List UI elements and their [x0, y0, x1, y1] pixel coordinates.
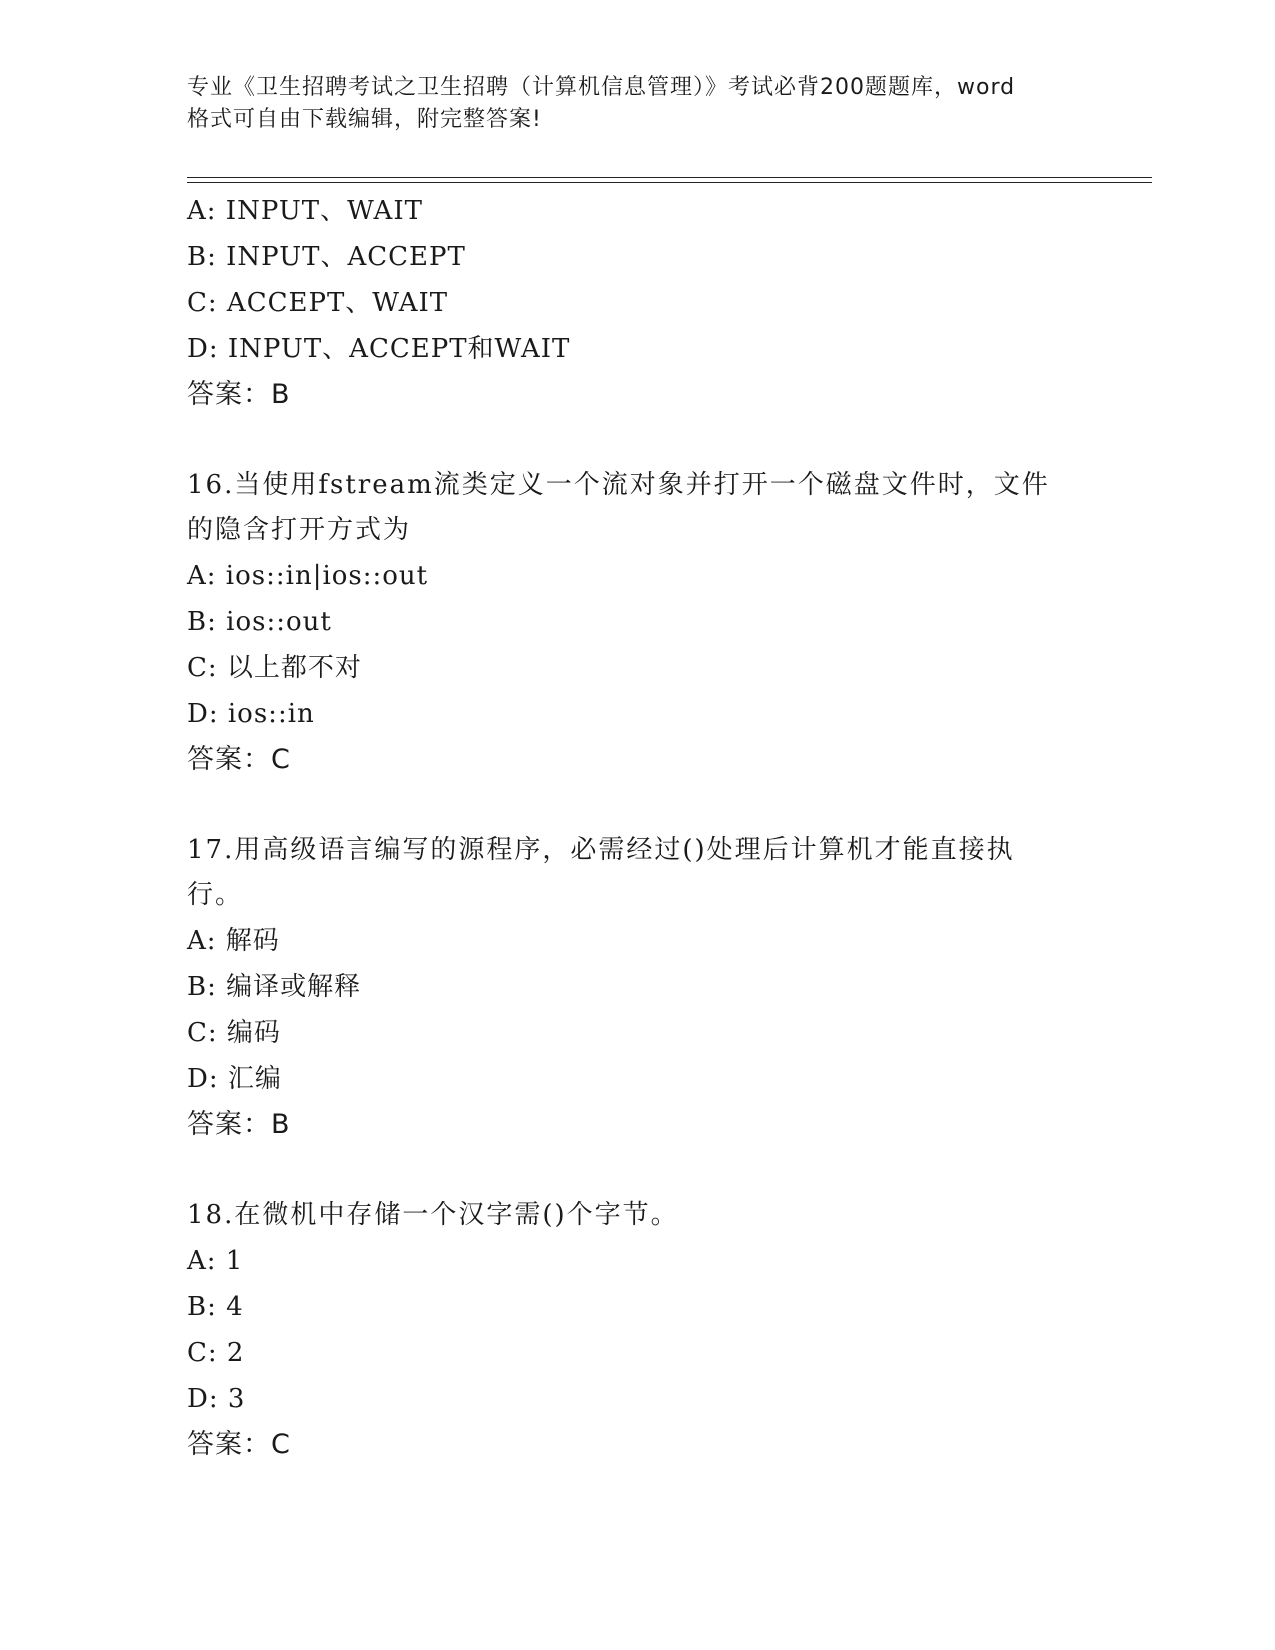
option-c: C: ACCEPT、WAIT	[187, 288, 449, 318]
answer-label: 答案：C	[187, 1429, 291, 1460]
option-c: C: 以上都不对	[187, 653, 362, 683]
answer-label: 答案：B	[187, 379, 291, 410]
option-d: D: ios::in	[187, 699, 315, 729]
option-c: C: 编码	[187, 1018, 281, 1048]
option-d: D: INPUT、ACCEPT和WAIT	[187, 334, 571, 364]
option-c: C: 2	[187, 1338, 245, 1368]
option-a: A: 解码	[187, 926, 280, 956]
question-18-block	[187, 1193, 1087, 1468]
header-divider-top	[187, 177, 1152, 178]
question-text: 16.当使用fstream流类定义一个流对象并打开一个磁盘文件时，文件的隐含打开方式为	[187, 470, 1050, 545]
header-divider-bottom	[187, 182, 1152, 183]
option-d: D: 汇编	[187, 1064, 282, 1094]
answer-label: 答案：C	[187, 744, 291, 775]
document-header	[187, 72, 1087, 136]
question-text: 17.用高级语言编写的源程序，必需经过()处理后计算机才能直接执行。	[187, 835, 1015, 910]
header-line-2: 格式可自由下载编辑，附完整答案!	[187, 107, 542, 132]
header-line-1: 专业《卫生招聘考试之卫生招聘（计算机信息管理）》考试必背200题题库，word	[187, 75, 1016, 100]
option-b: B: INPUT、ACCEPT	[187, 242, 466, 272]
question-17-block	[187, 828, 1087, 1148]
option-a: A: INPUT、WAIT	[187, 196, 423, 226]
question-15-block	[187, 188, 1087, 418]
option-d: D: 3	[187, 1384, 246, 1414]
option-b: B: 编译或解释	[187, 972, 362, 1002]
option-a: A: 1	[187, 1246, 244, 1276]
question-16-block	[187, 463, 1087, 783]
question-list	[187, 188, 1087, 1468]
option-a: A: ios::in|ios::out	[187, 561, 429, 591]
option-b: B: 4	[187, 1292, 244, 1322]
answer-label: 答案：B	[187, 1109, 291, 1140]
option-b: B: ios::out	[187, 607, 332, 637]
question-text: 18.在微机中存储一个汉字需()个字节。	[187, 1200, 679, 1230]
